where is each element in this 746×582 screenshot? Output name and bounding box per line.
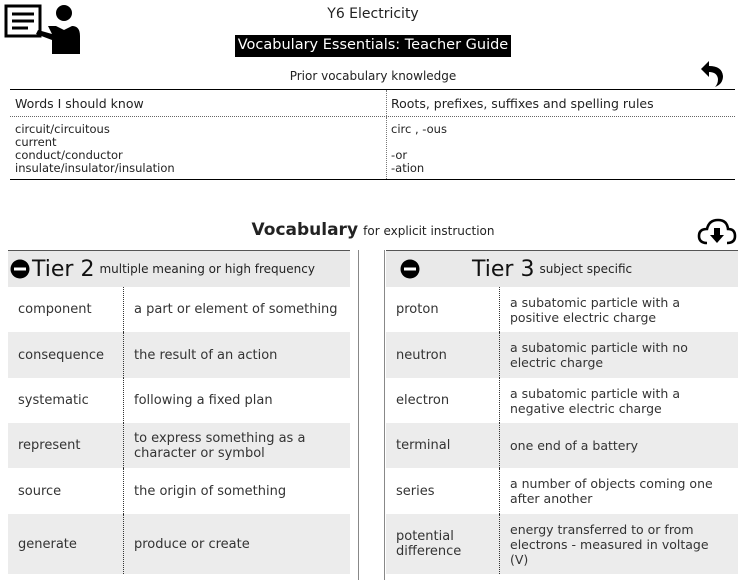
vocab-definition-line: produce or create (134, 536, 250, 552)
vocab-term-line: source (18, 483, 62, 499)
vocab-row (8, 468, 350, 514)
vocab-definition-line: (V) (510, 551, 529, 567)
tier2-panel (8, 250, 350, 574)
vocab-term-line: potential (396, 529, 454, 544)
vocab-definition (500, 386, 680, 416)
vocab-definition (124, 348, 277, 363)
vocab-row (8, 287, 350, 332)
vocab-term-line: systematic (18, 393, 89, 408)
vocab-definition (500, 522, 709, 567)
vocab-row (386, 468, 738, 514)
vocab-definition (124, 537, 250, 552)
vocab-term-line: difference (396, 544, 462, 559)
vocab-definition-line: a subatomic particle with no (510, 340, 688, 355)
tier3-rows (386, 287, 738, 574)
prior-knowledge-table (10, 89, 735, 180)
vocab-row (386, 332, 738, 378)
tier3-panel (386, 250, 738, 574)
vocab-definition-line: energy transferred to or from (510, 521, 694, 537)
vocab-term-line: electron (396, 393, 450, 408)
vocab-definition-line: character or symbol (134, 445, 265, 461)
vocab-term (386, 287, 500, 332)
vocab-term (386, 378, 500, 423)
prior-rule: -or (391, 148, 408, 162)
prior-word: insulate/insulator/insulation (15, 161, 175, 175)
vocab-definition-line: a number of objects coming one (510, 476, 713, 491)
vocab-term-line: consequence (18, 347, 104, 363)
tier3-header (386, 250, 738, 287)
vocab-definition (500, 340, 688, 370)
vocab-definition (124, 393, 273, 408)
vocab-term (386, 332, 500, 378)
tier2-header (8, 250, 350, 287)
vocab-definition-line: a part or element of something (134, 302, 338, 317)
prior-rule (391, 136, 735, 149)
vocab-definition-line: to express something as a (134, 430, 306, 446)
panel-divider (358, 250, 359, 580)
prior-rule: -ation (391, 161, 425, 175)
vocab-definition-line: a subatomic particle with a (510, 294, 680, 310)
vocab-definition-line: one end of a battery (510, 438, 639, 453)
vocab-definition-line: the origin of something (134, 483, 287, 499)
words-header: Words I should know (10, 90, 387, 116)
vocab-definition-line: a subatomic particle with a (510, 385, 680, 401)
vocab-term (8, 287, 124, 332)
prior-table-header (10, 89, 735, 117)
rules-column (387, 117, 735, 179)
prior-word: current (15, 135, 57, 149)
vocab-definition-line: negative electric charge (510, 400, 662, 416)
vocab-term-line: series (396, 483, 435, 499)
vocab-definition-line: electrons - measured in voltage (510, 536, 709, 552)
vocab-term (386, 423, 500, 468)
vocab-row (8, 423, 350, 468)
vocab-definition-line: the result of an action (134, 347, 278, 363)
vocab-definition-line: positive electric charge (510, 309, 657, 325)
vocab-definition (500, 438, 638, 453)
vocab-term (8, 332, 124, 378)
vocab-term-line: terminal (396, 438, 451, 453)
subtitle-wrapper (0, 34, 746, 57)
tier2-description: multiple meaning or high frequency (99, 262, 315, 276)
vocab-term-line: generate (18, 536, 77, 552)
prior-word: conduct/conductor (15, 148, 123, 162)
vocab-term (8, 378, 124, 423)
vocab-term-line: represent (18, 438, 81, 453)
vocab-term-line: neutron (396, 347, 447, 363)
vocab-row (8, 332, 350, 378)
vocab-term (8, 423, 124, 468)
words-column (10, 117, 387, 179)
vocab-term-line: component (18, 302, 92, 317)
page-title: Y6 Electricity (327, 6, 419, 22)
vocab-definition (124, 484, 286, 499)
prior-knowledge-label: Prior vocabulary knowledge (289, 69, 457, 83)
vocab-row (8, 514, 350, 574)
vocab-definition-line: electric charge (510, 355, 604, 370)
tier3-description: subject specific (539, 262, 633, 276)
page-subtitle: Vocabulary Essentials: Teacher Guide (235, 35, 511, 57)
prior-table-body (10, 117, 735, 180)
vocab-definition (500, 295, 680, 325)
tier2-rows (8, 287, 350, 574)
prior-rule: circ , -ous (391, 122, 447, 136)
vocab-row (386, 287, 738, 332)
panel-divider (384, 250, 385, 580)
vocab-row (8, 378, 350, 423)
vocab-definition-line: following a fixed plan (134, 393, 273, 408)
prior-word: circuit/circuitous (15, 122, 110, 136)
tier3-label: Tier 3 (472, 256, 535, 282)
vocab-term (386, 514, 500, 574)
vocab-term-line: proton (396, 302, 439, 317)
vocabulary-title: Vocabulary (251, 220, 359, 240)
vocab-definition (500, 476, 713, 506)
vocab-term (8, 514, 124, 574)
vocab-definition (124, 431, 305, 461)
minus-circle-icon[interactable] (400, 259, 420, 279)
vocab-row (386, 378, 738, 423)
vocab-definition (124, 302, 338, 317)
cloud-download-icon[interactable] (697, 217, 737, 247)
minus-circle-icon[interactable] (10, 259, 30, 279)
vocab-row (386, 514, 738, 574)
rules-header: Roots, prefixes, suffixes and spelling rules (391, 95, 654, 111)
vocabulary-heading (0, 220, 746, 240)
vocab-term (386, 468, 500, 514)
vocabulary-title-rest: for explicit instruction (363, 224, 495, 238)
vocab-row (386, 423, 738, 468)
tier2-label: Tier 2 (32, 256, 95, 282)
vocab-term (8, 468, 124, 514)
vocab-definition-line: after another (510, 491, 593, 506)
